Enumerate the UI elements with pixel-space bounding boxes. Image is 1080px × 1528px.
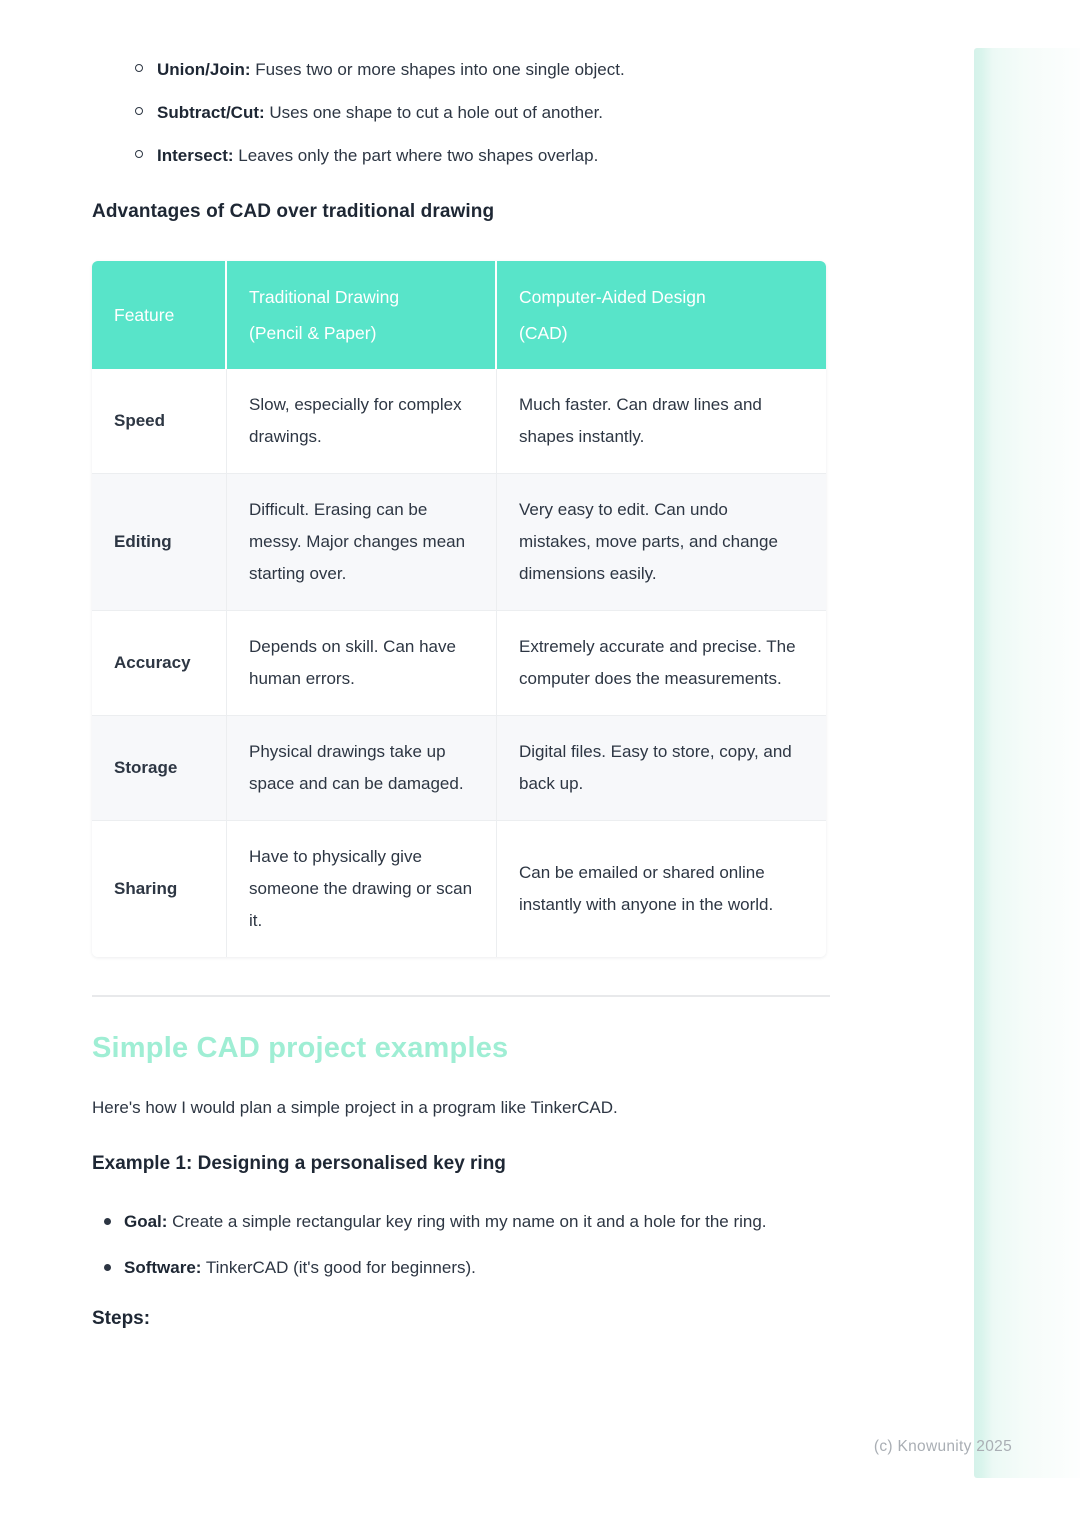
list-item-text: Uses one shape to cut a hole out of another. [264,103,604,122]
header-cell-cad [497,261,826,369]
list-item-text: TinkerCAD (it's good for beginners). [201,1258,476,1277]
header-line: Computer-Aided Design [519,287,706,307]
steps-label: Steps: [92,1308,151,1329]
cell-traditional: Physical drawings take up space and can be damaged. [227,716,497,821]
cell-feature: Speed [92,369,227,474]
table-row [92,369,826,474]
section-intro: Here's how I would plan a simple project in a program like TinkerCAD. [92,1098,618,1117]
copyright-footer: (c) Knowunity 2025 [873,1438,1012,1455]
boolean-operations-list [92,56,828,169]
section-divider [92,995,830,997]
list-item [157,142,828,169]
list-item-text: Create a simple rectangular key ring with my name on it and a hole for the ring. [167,1212,767,1231]
advantages-table [92,261,826,957]
disc-bullet-icon [104,1264,111,1271]
list-item-term: Subtract/Cut: [157,103,265,122]
list-item [124,1205,828,1238]
disc-bullet-icon [104,1218,111,1225]
header-line: (CAD) [519,323,568,343]
table-row [92,474,826,611]
circle-bullet-icon [135,107,143,115]
advantages-heading: Advantages of CAD over traditional drawing [92,201,495,222]
list-item-term: Goal: [124,1212,168,1231]
cell-feature: Sharing [92,821,227,957]
list-item [157,56,828,83]
header-line: Traditional Drawing [249,287,400,307]
header-cell-feature [92,261,227,369]
header-cell-traditional [227,261,497,369]
table-row [92,821,826,957]
cell-traditional: Depends on skill. Can have human errors. [227,611,497,716]
document-content [92,0,828,1330]
example1-plan-list [92,1205,828,1284]
cell-feature: Accuracy [92,611,227,716]
cell-cad: Can be emailed or shared online instantly with anyone in the world. [497,821,826,957]
cell-cad: Digital files. Easy to store, copy, and back up. [497,716,826,821]
header-line: Feature [114,305,175,325]
cell-cad: Extremely accurate and precise. The computer does the measurements. [497,611,826,716]
cell-feature: Storage [92,716,227,821]
advantages-table-container [92,261,826,957]
list-item-term: Intersect: [157,146,234,165]
page-edge-accent [974,48,1080,1478]
section-title: Simple CAD project examples [92,1032,509,1064]
circle-bullet-icon [135,150,143,158]
list-item-text: Leaves only the part where two shapes overlap. [233,146,599,165]
list-item [157,99,828,126]
cell-traditional: Have to physically give someone the drawing or scan it. [227,821,497,957]
list-item [124,1251,828,1284]
cell-cad: Much faster. Can draw lines and shapes instantly. [497,369,826,474]
cell-cad: Very easy to edit. Can undo mistakes, move parts, and change dimensions easily. [497,474,826,611]
list-item-term: Union/Join: [157,60,251,79]
table-header-row [92,261,826,369]
example1-heading: Example 1: Designing a personalised key ring [92,1153,506,1174]
cell-traditional: Slow, especially for complex drawings. [227,369,497,474]
cell-traditional: Difficult. Erasing can be messy. Major changes mean starting over. [227,474,497,611]
table-row [92,611,826,716]
list-item-term: Software: [124,1258,202,1277]
table-row [92,716,826,821]
cell-feature: Editing [92,474,227,611]
header-line: (Pencil & Paper) [249,323,377,343]
circle-bullet-icon [135,64,143,72]
list-item-text: Fuses two or more shapes into one single object. [250,60,625,79]
